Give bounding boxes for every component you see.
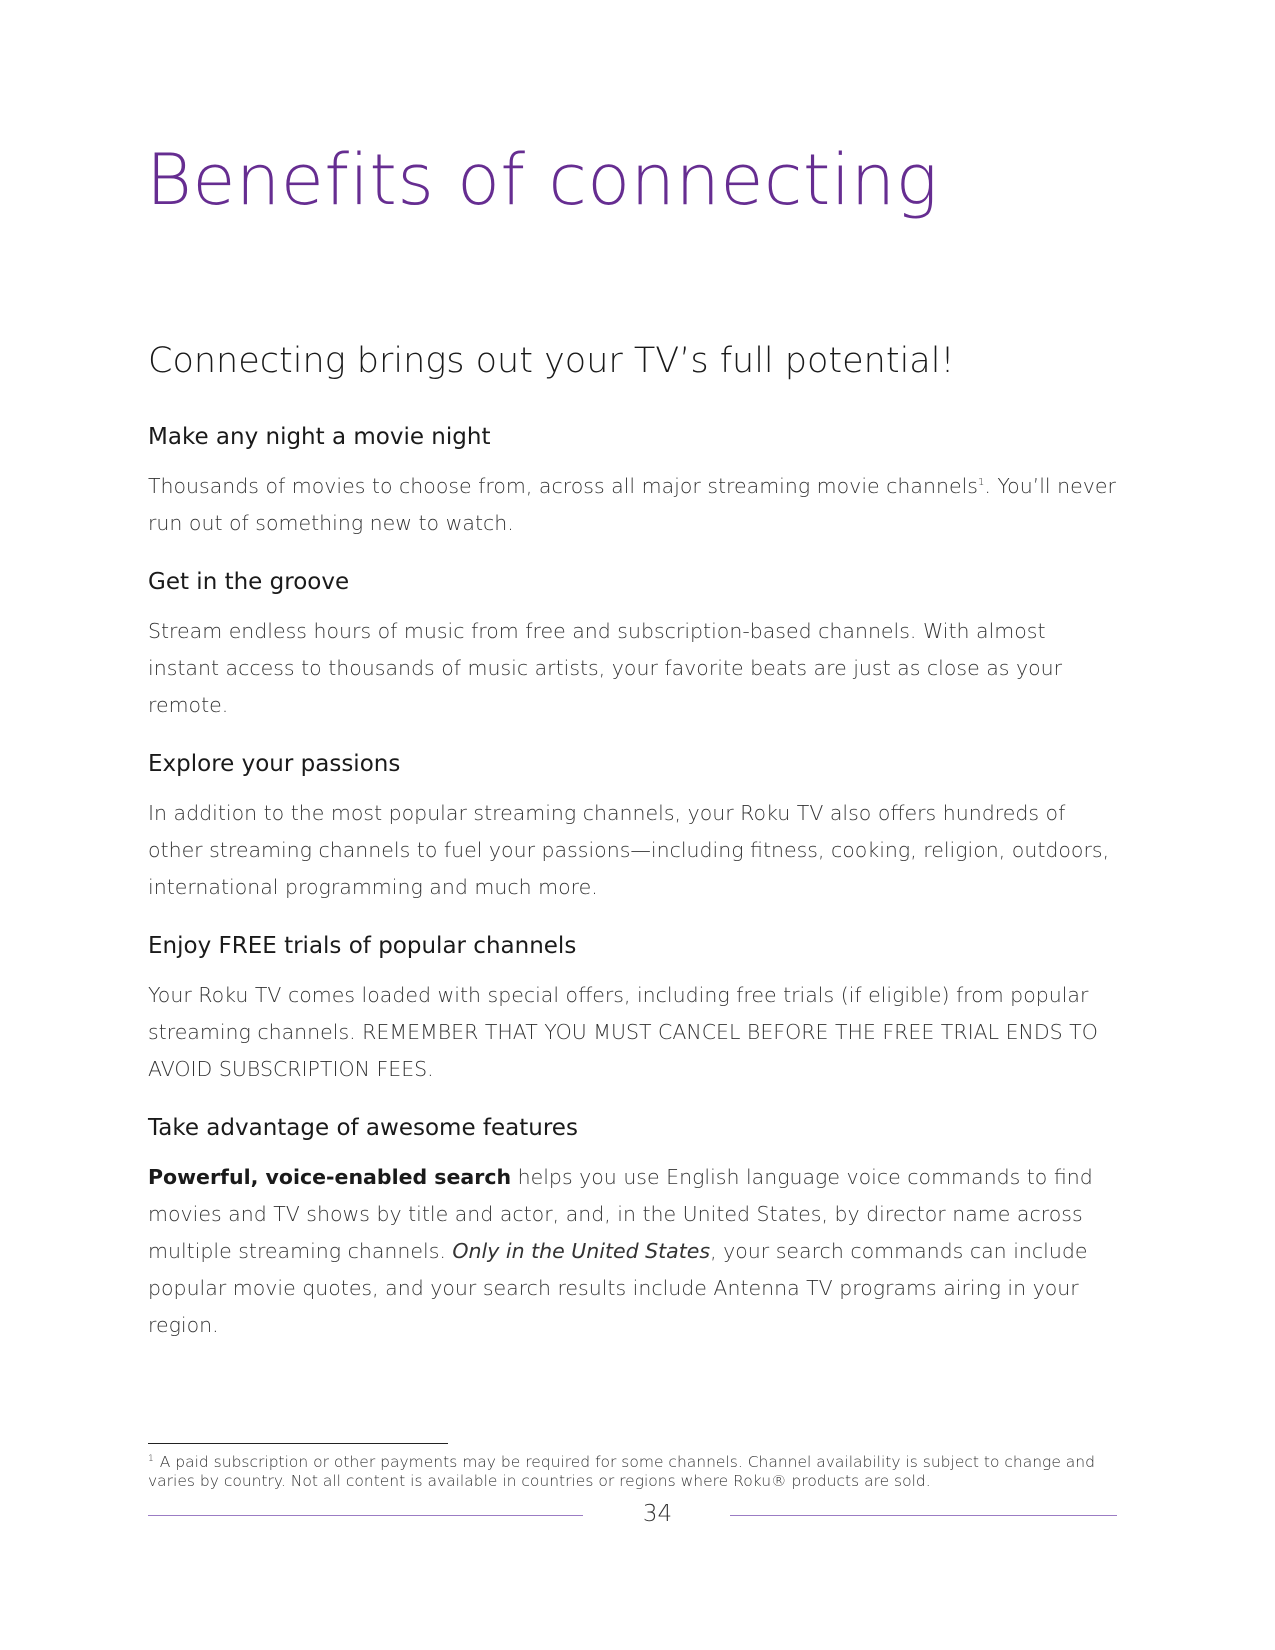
paragraph-text: helps you use English language voice commands to find movies and TV shows by title and actor, and, in the United States, by director name across multiple streaming channels.: [148, 1165, 1093, 1263]
section-paragraph: In addition to the most popular streaming channels, your Roku TV also offers hundreds of other streaming channels to fuel your passions—including fitness, cooking, religion, outdoors, international programming and much more.: [148, 801, 1110, 899]
section-paragraph: [148, 468, 1118, 542]
section-groove: [148, 567, 1118, 724]
bold-lead-text: Powerful, voice-enabled search: [148, 1165, 512, 1189]
paragraph-text: Thousands of movies to choose from, across all major streaming movie channels: [148, 474, 978, 498]
paragraph-text-continued: , your search commands can include popular movie quotes, and your search results include Antenna TV programs airing in your region.: [148, 1239, 1088, 1337]
section-movie-night: [148, 422, 1118, 542]
section-heading: Make any night a movie night: [148, 424, 491, 450]
section-heading: Explore your passions: [148, 751, 401, 777]
footnote-divider: [148, 1443, 448, 1444]
section-heading: Get in the groove: [148, 569, 350, 595]
footnote-reference: 1: [977, 477, 985, 489]
section-heading: Enjoy FREE trials of popular channels: [148, 933, 577, 959]
footnote: [148, 1453, 1128, 1491]
section-free-trials: [148, 931, 1118, 1088]
page-title: Benefits of connecting: [146, 139, 939, 221]
footnote-marker: 1: [148, 1453, 154, 1464]
page-subtitle: Connecting brings out your TV’s full potential!: [148, 341, 955, 381]
section-features: [148, 1113, 1118, 1344]
paragraph-text-continued: . You’ll never run out of something new to watch.: [148, 474, 1116, 535]
content-body: [148, 422, 1118, 1369]
section-paragraph: Stream endless hours of music from free and subscription-based channels. With almost instant access to thousands of music artists, your favorite beats are just as close as your remote.: [148, 619, 1063, 717]
section-paragraph: [148, 1159, 1118, 1344]
section-paragraph: Your Roku TV comes loaded with special offers, including free trials (if eligible) from popular streaming channels. REMEMBER THAT YOU MUST CANCEL BEFORE THE FREE TRIAL ENDS TO AVOID SUBSCRIPTION FEES.: [148, 983, 1098, 1081]
italic-phrase: Only in the United States: [452, 1239, 711, 1263]
footnote-text: A paid subscription or other payments may be required for some channels. Channel availability is subject to change and varies by country. Not all content is available in countries or regions where Roku® products are sold.: [148, 1453, 1095, 1490]
section-passions: [148, 749, 1118, 906]
footer-rule-right: [730, 1515, 1117, 1516]
footer-rule-left: [148, 1515, 583, 1516]
section-heading: Take advantage of awesome features: [148, 1115, 578, 1141]
page-number: 34: [642, 1501, 673, 1527]
